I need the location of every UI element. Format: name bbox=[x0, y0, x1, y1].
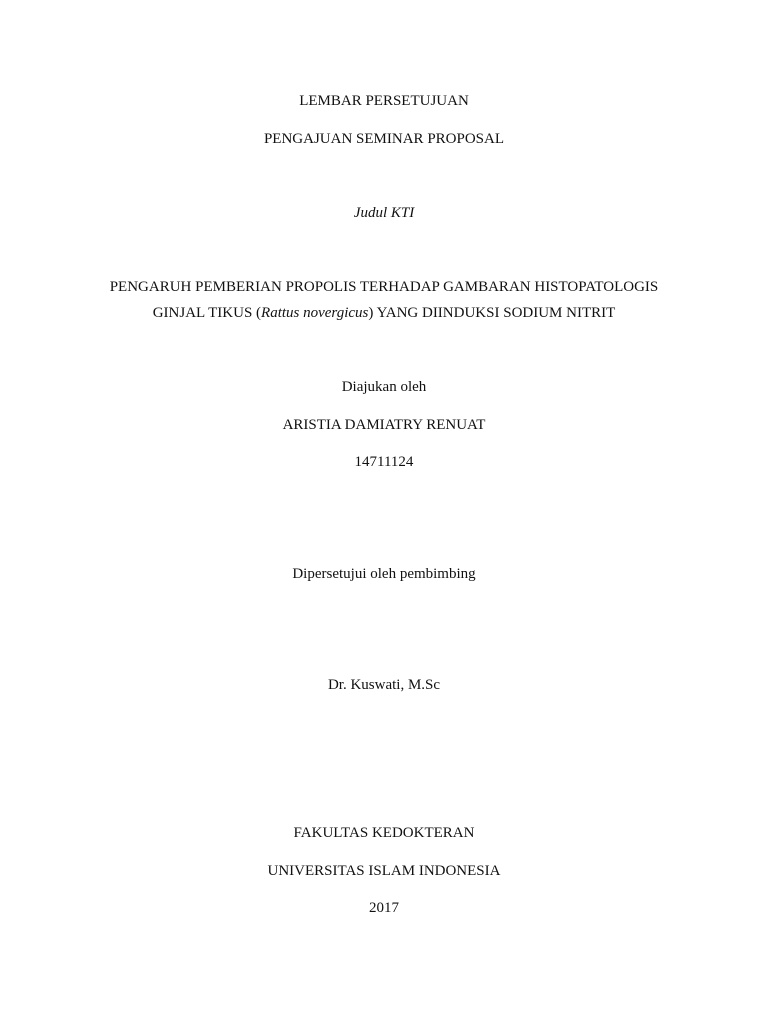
title-line-2-suffix: ) YANG DIINDUKSI SODIUM NITRIT bbox=[368, 305, 616, 321]
sheet-subheading: PENGAJUAN SEMINAR PROPOSAL bbox=[263, 131, 505, 147]
student-id: 14711124 bbox=[354, 454, 414, 470]
faculty-name: FAKULTAS KEDOKTERAN bbox=[293, 825, 475, 841]
author-name: ARISTIA DAMIATRY RENUAT bbox=[282, 417, 486, 433]
sheet-heading: LEMBAR PERSETUJUAN bbox=[299, 93, 469, 109]
title-label: Judul KTI bbox=[353, 205, 415, 221]
species-name: Rattus novergicus bbox=[261, 305, 369, 321]
university-name: UNIVERSITAS ISLAM INDONESIA bbox=[267, 863, 501, 879]
title-line-2-prefix: GINJAL TIKUS ( bbox=[152, 305, 262, 321]
approved-by-label: Dipersetujui oleh pembimbing bbox=[292, 566, 476, 582]
thesis-title-line-2 bbox=[0, 303, 768, 323]
document-year: 2017 bbox=[369, 900, 399, 916]
supervisor-name: Dr. Kuswati, M.Sc bbox=[327, 677, 441, 693]
thesis-title-line-1: PENGARUH PEMBERIAN PROPOLIS TERHADAP GAMBARAN HISTOPATOLOGIS bbox=[109, 279, 659, 295]
submitted-by-label: Diajukan oleh bbox=[341, 379, 427, 395]
